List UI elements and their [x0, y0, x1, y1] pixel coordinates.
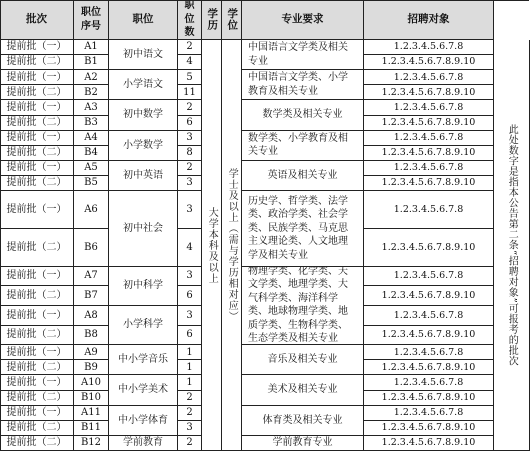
row-code: B7	[74, 286, 109, 306]
row-batch: 提前批（二）	[0, 85, 74, 100]
row-count: 4	[178, 229, 202, 267]
row-count: 1	[178, 360, 202, 375]
row-code: A7	[74, 267, 109, 287]
row-batch: 提前批（一）	[0, 306, 74, 326]
row-code: A11	[74, 406, 109, 421]
row-code: B10	[74, 391, 109, 406]
degree-cell: 学士及以上（需与学历相对应）	[222, 40, 242, 451]
row-code: A6	[74, 191, 109, 229]
row-batch: 提前批（一）	[0, 345, 74, 360]
row-batch: 提前批（一）	[0, 40, 74, 55]
row-batch: 提前批（二）	[0, 286, 74, 306]
row-target: 1.2.3.4.5.6.7.8.9.10	[364, 55, 494, 70]
major-cell: 音乐及相关专业	[242, 345, 364, 375]
major-cell: 中国语言文学类及相关专业	[242, 40, 364, 70]
major-cell: 体育类及相关专业	[242, 406, 364, 436]
row-batch: 提前批（一）	[0, 191, 74, 229]
row-target: 1.2.3.4.5.6.7.8	[364, 100, 494, 115]
row-code: B8	[74, 326, 109, 346]
row-count: 6	[178, 286, 202, 306]
row-batch: 提前批（二）	[0, 436, 74, 451]
row-code: A10	[74, 375, 109, 390]
row-batch: 提前批（一）	[0, 131, 74, 146]
major-cell: 数学类、小学教育及相关专业	[242, 131, 364, 161]
row-target: 1.2.3.4.5.6.7.8.9.10	[364, 360, 494, 375]
row-count: 2	[178, 406, 202, 421]
row-code: A8	[74, 306, 109, 326]
row-count: 4	[178, 55, 202, 70]
row-batch: 提前批（二）	[0, 55, 74, 70]
header-target: 招聘对象	[364, 0, 494, 40]
row-target: 1.2.3.4.5.6.7.8.9.10	[364, 146, 494, 161]
row-batch: 提前批（一）	[0, 406, 74, 421]
header-major: 专业要求	[242, 0, 364, 40]
position-cell: 初中社会	[109, 191, 178, 267]
row-code: B4	[74, 146, 109, 161]
row-count: 2	[178, 391, 202, 406]
row-target: 1.2.3.4.5.6.7.8	[364, 345, 494, 360]
position-cell: 初中数学	[109, 100, 178, 130]
row-batch: 提前批（二）	[0, 176, 74, 191]
row-code: B11	[74, 421, 109, 436]
major-cell: 学前教育专业	[242, 436, 364, 451]
row-target: 1.2.3.4.5.6.7.8.9.10	[364, 421, 494, 436]
row-target: 1.2.3.4.5.6.7.8.9.10	[364, 436, 494, 451]
row-code: B1	[74, 55, 109, 70]
row-count: 6	[178, 116, 202, 131]
row-count: 1	[178, 345, 202, 360]
row-code: A5	[74, 161, 109, 176]
row-batch: 提前批（二）	[0, 391, 74, 406]
row-batch: 提前批（一）	[0, 267, 74, 287]
major-cell: 物理学类、化学类、天文学类、地理学类、大气科学类、海洋科学类、地球物理学类、地质学类、生物科学类、生态学类及相关专业	[242, 267, 364, 346]
row-batch: 提前批（二）	[0, 116, 74, 131]
header-count: 职位数	[178, 0, 202, 40]
row-batch: 提前批（二）	[0, 360, 74, 375]
major-cell: 美术及相关专业	[242, 375, 364, 405]
major-cell: 中国语言文学类、小学教育及相关专业	[242, 70, 364, 100]
row-code: A2	[74, 70, 109, 85]
row-target: 1.2.3.4.5.6.7.8	[364, 191, 494, 229]
row-count: 1	[178, 375, 202, 390]
major-cell: 数学类及相关专业	[242, 100, 364, 130]
row-code: A9	[74, 345, 109, 360]
row-batch: 提前批（二）	[0, 326, 74, 346]
education-cell: 大学本科及以上	[202, 40, 222, 451]
row-code: B5	[74, 176, 109, 191]
row-batch: 提前批（一）	[0, 375, 74, 390]
row-target: 1.2.3.4.5.6.7.8	[364, 70, 494, 85]
row-target: 1.2.3.4.5.6.7.8.9.10	[364, 229, 494, 267]
major-cell: 英语及相关专业	[242, 161, 364, 191]
header-code: 职位序号	[74, 0, 109, 40]
row-target: 1.2.3.4.5.6.7.8	[364, 375, 494, 390]
header-batch: 批次	[0, 0, 74, 40]
row-target: 1.2.3.4.5.6.7.8.9.10	[364, 85, 494, 100]
row-code: B3	[74, 116, 109, 131]
position-cell: 小学数学	[109, 131, 178, 161]
row-count: 3	[178, 131, 202, 146]
major-cell: 历史学、哲学类、法学类、政治学类、社会学类、民族学类、马克思主义理论类、人文地理学及相关专业	[242, 191, 364, 267]
row-count: 11	[178, 85, 202, 100]
target-note: 此处数字是指本公告第二条“招聘对象”可报考的批次	[494, 40, 530, 451]
row-target: 1.2.3.4.5.6.7.8.9.10	[364, 326, 494, 346]
row-code: B6	[74, 229, 109, 267]
position-cell: 中小学美术	[109, 375, 178, 405]
position-cell: 学前教育	[109, 436, 178, 451]
header-degree: 学位	[222, 0, 242, 40]
row-target: 1.2.3.4.5.6.7.8.9.10	[364, 286, 494, 306]
row-count: 2	[178, 436, 202, 451]
row-code: B9	[74, 360, 109, 375]
row-code: B2	[74, 85, 109, 100]
row-count: 5	[178, 70, 202, 85]
row-count: 8	[178, 146, 202, 161]
row-batch: 提前批（一）	[0, 70, 74, 85]
position-cell: 小学科学	[109, 306, 178, 345]
row-count: 6	[178, 326, 202, 346]
row-target: 1.2.3.4.5.6.7.8.9.10	[364, 176, 494, 191]
row-target: 1.2.3.4.5.6.7.8	[364, 267, 494, 287]
position-cell: 小学语文	[109, 70, 178, 100]
row-count: 2	[178, 40, 202, 55]
position-cell: 初中英语	[109, 161, 178, 191]
row-count: 3	[178, 191, 202, 229]
row-code: B12	[74, 436, 109, 451]
row-code: A3	[74, 100, 109, 115]
row-batch: 提前批（二）	[0, 146, 74, 161]
row-batch: 提前批（一）	[0, 100, 74, 115]
row-count: 3	[178, 176, 202, 191]
row-batch: 提前批（一）	[0, 161, 74, 176]
row-target: 1.2.3.4.5.6.7.8	[364, 306, 494, 326]
position-cell: 初中语文	[109, 40, 178, 70]
row-target: 1.2.3.4.5.6.7.8	[364, 40, 494, 55]
row-batch: 提前批（二）	[0, 229, 74, 267]
row-code: A4	[74, 131, 109, 146]
row-target: 1.2.3.4.5.6.7.8	[364, 131, 494, 146]
row-target: 1.2.3.4.5.6.7.8.9.10	[364, 391, 494, 406]
row-target: 1.2.3.4.5.6.7.8	[364, 161, 494, 176]
row-count: 3	[178, 421, 202, 436]
row-count: 3	[178, 306, 202, 326]
row-batch: 提前批（二）	[0, 421, 74, 436]
row-target: 1.2.3.4.5.6.7.8	[364, 406, 494, 421]
header-education: 学历	[202, 0, 222, 40]
row-code: A1	[74, 40, 109, 55]
position-cell: 中小学音乐	[109, 345, 178, 375]
row-target: 1.2.3.4.5.6.7.8.9.10	[364, 116, 494, 131]
row-count: 2	[178, 161, 202, 176]
row-count: 2	[178, 100, 202, 115]
position-cell: 中小学体育	[109, 406, 178, 436]
position-cell: 初中科学	[109, 267, 178, 306]
row-count: 3	[178, 267, 202, 287]
header-position: 职位	[109, 0, 178, 40]
